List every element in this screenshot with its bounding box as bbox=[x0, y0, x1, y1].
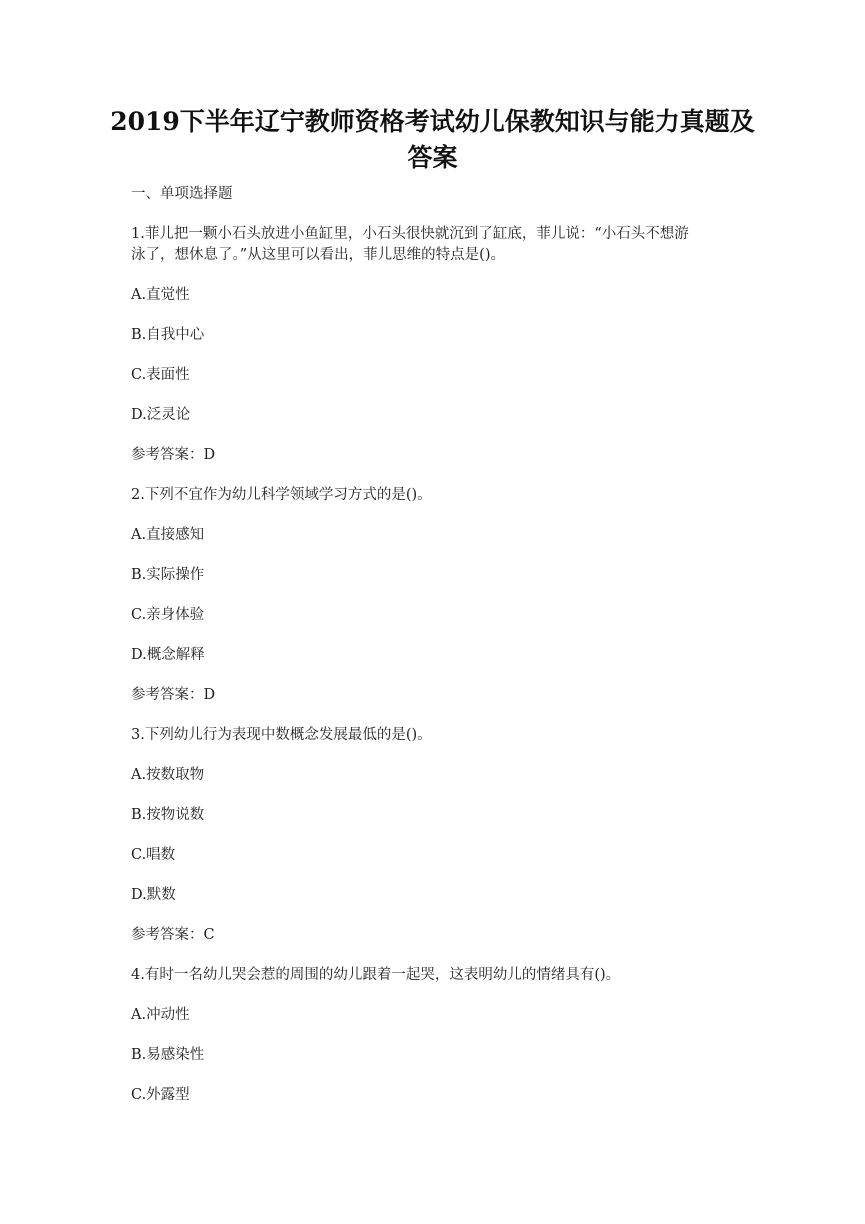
question-1-option-a: A.直觉性 bbox=[131, 287, 190, 303]
question-4 bbox=[131, 965, 731, 1106]
question-1-option-b: B.自我中心 bbox=[131, 327, 205, 343]
question-4-stem: 4.有时一名幼儿哭会惹的周围的幼儿跟着一起哭，这表明幼儿的情绪具有()。 bbox=[131, 967, 621, 983]
question-1-stem-line-2: 泳了，想休息了。”从这里可以看出，菲儿思维的特点是()。 bbox=[131, 247, 505, 263]
question-1-option-d: D.泛灵论 bbox=[131, 407, 191, 423]
question-4-option-b: B.易感染性 bbox=[131, 1047, 205, 1063]
question-1 bbox=[131, 224, 731, 466]
document-title bbox=[110, 104, 755, 176]
question-4-option-a: A.冲动性 bbox=[131, 1007, 190, 1023]
question-2-answer: 参考答案：D bbox=[131, 687, 216, 703]
question-1-stem bbox=[131, 224, 731, 266]
document-title-line-1: 2019下半年辽宁教师资格考试幼儿保教知识与能力真题及 bbox=[110, 107, 755, 136]
question-1-option-c: C.表面性 bbox=[131, 367, 190, 383]
section-heading: 一、单项选择题 bbox=[131, 186, 233, 202]
question-2-stem: 2.下列不宜作为幼儿科学领域学习方式的是()。 bbox=[131, 487, 432, 503]
document-title-line-2: 答案 bbox=[407, 143, 458, 172]
question-4-option-c: C.外露型 bbox=[131, 1087, 190, 1103]
document-body bbox=[131, 184, 731, 1125]
question-1-answer: 参考答案：D bbox=[131, 447, 216, 463]
question-2-option-c: C.亲身体验 bbox=[131, 607, 205, 623]
question-3-option-c: C.唱数 bbox=[131, 847, 176, 863]
question-2 bbox=[131, 485, 731, 706]
question-3-option-a: A.按数取物 bbox=[131, 767, 205, 783]
question-3-option-b: B.按物说数 bbox=[131, 807, 205, 823]
question-3 bbox=[131, 725, 731, 946]
question-3-answer: 参考答案：C bbox=[131, 927, 215, 943]
question-2-option-b: B.实际操作 bbox=[131, 567, 205, 583]
question-1-stem-line-1: 1.菲儿把一颗小石头放进小鱼缸里，小石头很快就沉到了缸底，菲儿说：“小石头不想游 bbox=[131, 226, 689, 242]
question-2-option-a: A.直接感知 bbox=[131, 527, 205, 543]
question-2-option-d: D.概念解释 bbox=[131, 647, 205, 663]
question-3-option-d: D.默数 bbox=[131, 887, 176, 903]
question-3-stem: 3.下列幼儿行为表现中数概念发展最低的是()。 bbox=[131, 727, 432, 743]
